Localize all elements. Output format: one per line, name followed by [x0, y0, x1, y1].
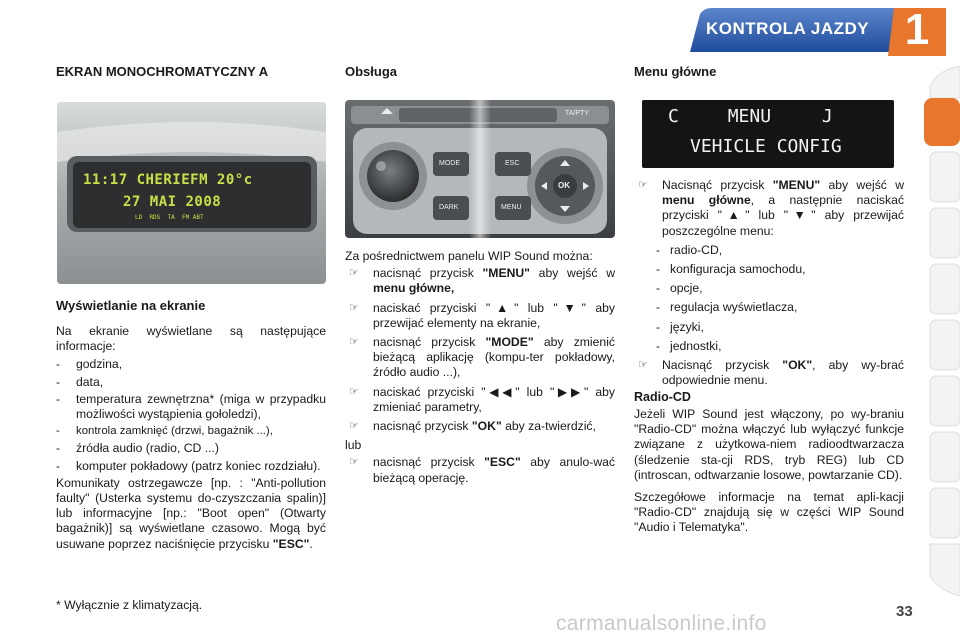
panel-esc-label: ESC: [505, 160, 520, 167]
pointing-hand-icon: ☞: [638, 359, 648, 372]
radio-cd-body: [634, 407, 904, 536]
lcd-indicators: LD RDS TA FM ABT: [135, 214, 204, 221]
chapter-number: 1: [904, 5, 930, 54]
list-item: ☞ naciskać przyciski "◀◀" lub "▶▶" aby zmieniać parametry,: [349, 384, 615, 414]
lcd-bracket-left: C: [668, 106, 679, 127]
col1-body: [56, 324, 326, 552]
menu-list-item: - radio-CD,: [656, 242, 723, 257]
menu-list-item: - konfiguracja samochodu,: [656, 262, 806, 277]
section-heading-operation: Obsługa: [345, 64, 398, 79]
menu-list-item: - opcje,: [656, 281, 703, 296]
monochrome-display-photo: [57, 102, 326, 284]
menu-display-photo: [642, 100, 894, 168]
list-item: ☞ nacisnąć przycisk "ESC" aby anulo-wać bieżącą operację.: [349, 455, 615, 485]
pointing-hand-icon: ☞: [349, 456, 359, 469]
list-item: ☞ Nacisnąć przycisk "MENU" aby wejść w menu główne, a następnie naciskać przyciski "▲" lub "▼" aby przewijać poszczególne menu:: [638, 178, 904, 238]
panel-ta-label: TA/PTY: [565, 110, 589, 117]
chapter-side-tabs: [924, 66, 960, 606]
list-item: ☞ Nacisnąć przycisk "OK", aby wy-brać odpowiednie menu.: [638, 358, 904, 388]
radio-cd-paragraph-1: Jeżeli WIP Sound jest włączony, po wy-braniu "Radio-CD" można włączyć lub wyłączyć funkcje związane z użytkowa-niem radioodtwarzacza (śledzenie sta-cji RDS, tryb REG) lub CD (introscan, odtwarzanie losowe, powtarzanie CD).: [634, 407, 904, 482]
chapter-title: KONTROLA JAZDY: [706, 19, 870, 38]
lcd-menu-line-1: C MENU J: [668, 106, 833, 127]
radio-cd-paragraph-2: Szczegółowe informacje na temat apli-kacji "Radio-CD" znajdują się w części WIP Sound "Audio i Telematyka".: [634, 490, 904, 535]
menu-list-item: - jednostki,: [656, 338, 722, 353]
col2-body: [345, 249, 615, 490]
panel-dark-label: DARK: [439, 204, 459, 211]
list-item: - kontrola zamknięć (drzwi, bagażnik ...),: [56, 425, 273, 438]
list-item: - godzina,: [56, 357, 123, 372]
col3-body: [634, 178, 904, 392]
section-heading-main-menu: Menu główne: [634, 64, 717, 79]
panel-mode-label: MODE: [439, 160, 460, 167]
col1-intro: Na ekranie wyświetlane są następujące informacje:: [56, 324, 326, 354]
lcd-bracket-right: J: [821, 106, 833, 127]
pointing-hand-icon: ☞: [349, 336, 359, 349]
list-item: ☞ nacisnąć przycisk "MENU" aby wejść w menu główne,: [349, 266, 615, 296]
footnote: * Wyłącznie z klimatyzacją.: [56, 598, 203, 612]
pointing-hand-icon: ☞: [638, 179, 648, 191]
menu-list-item: - języki,: [656, 319, 704, 334]
list-item: ☞ nacisnąć przycisk "OK" aby za-twierdzić,: [349, 419, 596, 434]
pointing-hand-icon: ☞: [349, 301, 359, 314]
lcd-line-1: 11:17 CHERIEFM 20°c: [83, 172, 253, 188]
page-number: 33: [896, 603, 913, 620]
list-item: - źródła audio (radio, CD ...): [56, 441, 219, 456]
section-heading-monochrome-screen: EKRAN MONOCHROMATYCZNY A: [56, 64, 269, 79]
list-item: ☞ nacisnąć przycisk "MODE" aby zmienić bieżącą aplikację (kompu-ter pokładowy, źródło audio ...),: [349, 335, 615, 380]
control-panel-photo: [345, 100, 615, 238]
lcd-menu-line-2: VEHICLE CONFIG: [690, 136, 842, 157]
pointing-hand-icon: ☞: [349, 385, 359, 398]
list-item: ☞ naciskać przyciski "▲" lub "▼" aby przewijać elementy na ekranie,: [349, 300, 615, 330]
list-item: - temperatura zewnętrzna* (miga w przypadku możliwości wystąpienia gołoledzi),: [56, 391, 326, 422]
or-text: lub: [345, 438, 362, 453]
pointing-hand-icon: ☞: [349, 267, 359, 280]
panel-ok-label: OK: [558, 181, 570, 190]
lcd-line-2: 27 MAI 2008: [123, 194, 222, 210]
radio-cd-heading: Radio-CD: [634, 390, 691, 404]
menu-list-item: - regulacja wyświetlacza,: [656, 300, 798, 315]
screen-display-heading: Wyświetlanie na ekranie: [56, 298, 206, 313]
list-item: - komputer pokładowy (patrz koniec rozdziału).: [56, 458, 321, 473]
col2-intro: Za pośrednictwem panelu WIP Sound można:: [345, 249, 593, 263]
warning-messages-text: Komunikaty ostrzegawcze [np. : "Anti-pollution faulty" (Usterka systemu do-czyszczania spalin)] lub informacyjne [np.: "Boot open" (Otwarty bagażnik)] są wyświetlane czasowo. Mogą być usuwane poprzez naciśnięcie przycisku "ESC".: [56, 475, 326, 551]
pointing-hand-icon: ☞: [349, 420, 359, 433]
panel-menu-label: MENU: [501, 204, 522, 211]
watermark: carmanualsonline.info: [556, 612, 767, 635]
list-item: - data,: [56, 374, 104, 389]
